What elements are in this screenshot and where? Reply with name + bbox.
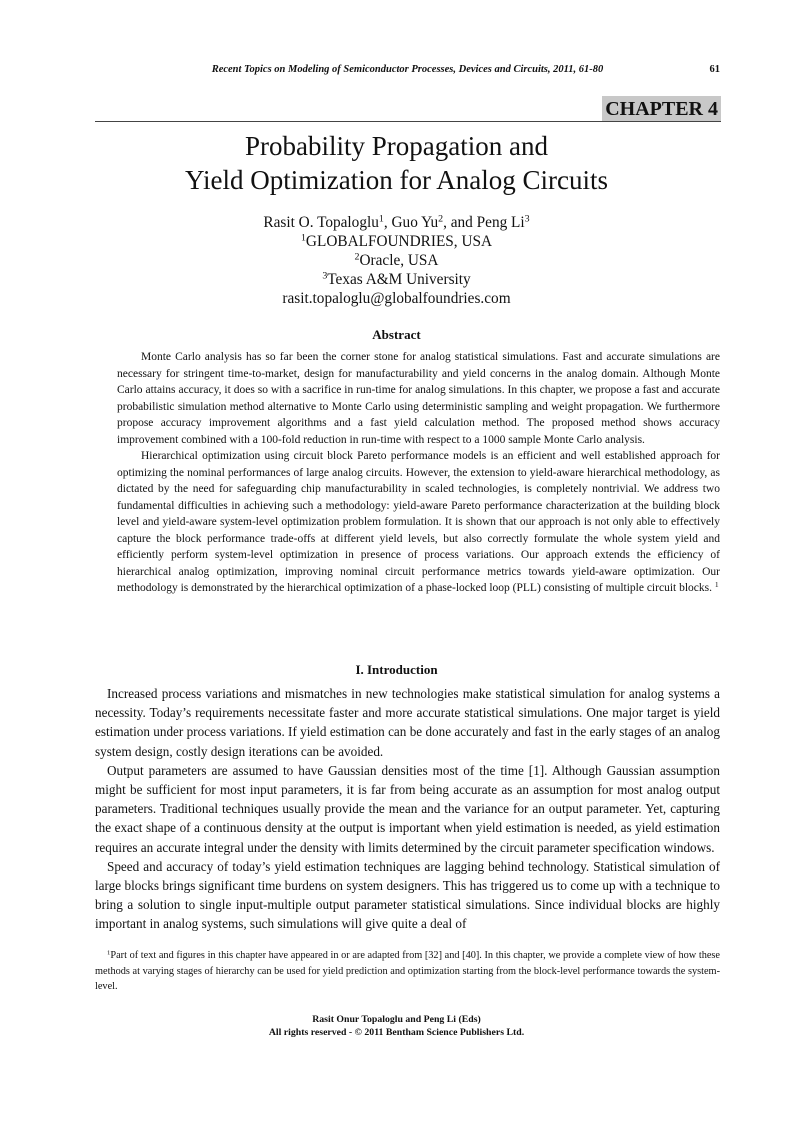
copyright-line: All rights reserved - © 2011 Bentham Science Publishers Ltd.: [268, 1027, 525, 1038]
affiliation: [0, 251, 793, 270]
author-affil-mark: 2: [438, 213, 444, 225]
abstract-paragraph: Monte Carlo analysis has so far been the corner stone for analog statistical simulations. Fast and accurate simulations are necessary for stringent time-to-market, design for manufacturability and yield concerns in the analog domain. Although Monte Carlo attains accuracy, it does so with a sacrifice in run-time for analog simulations. In this chapter, we propose a fast and accurate probabilistic simulation method alternative to Monte Carlo using deterministic sampling and weight propagation. We furthermore propose accuracy improvement algorithms and a fast yield calculation method. The proposed method shows accuracy improvement combined with a 100-fold reduction in run-time with respect to a 1000 sample Monte Carlo analysis.: [117, 351, 720, 446]
affil-text: Texas A&M University: [327, 271, 471, 288]
intro-paragraph: Increased process variations and mismatches in new technologies make statistical simulation for analog systems a necessity. Today’s requirements necessitate faster and more accurate statistical simulations. One major target is yield estimation under process variations. If yield estimation can be done accurately and fast in the early stages of an analog system design, costly design iterations can be avoided.: [95, 686, 720, 759]
footnote-body: Part of text and figures in this chapter have appeared in or are adapted from [32] and [40]. In this chapter, we provide a complete view of how these methods at varying stages of hierarchy can be used for yield prediction and optimization starting from the block-level performance towards the system-level.: [95, 950, 720, 992]
title-line-2: Yield Optimization for Analog Circuits: [185, 165, 608, 195]
editors-line: Rasit Onur Topaloglu and Peng Li (Eds): [312, 1014, 481, 1025]
author-names: [0, 213, 793, 232]
author-name: Peng Li: [476, 214, 525, 231]
affil-mark: 2: [354, 251, 360, 263]
page-footer: [0, 1013, 793, 1039]
intro-paragraph: Speed and accuracy of today’s yield estimation techniques are lagging behind technology. Statistical simulation of large blocks brings significant time burdens on system designers. This has triggered us to come up with a technique to bring a solution to single input-multiple output parameter statistical simulations. Since individual blocks are highly important in analog systems, such simulations will give quite a deal of: [95, 858, 720, 932]
journal-citation: Recent Topics on Modeling of Semiconductor Processes, Devices and Circuits, 2011, 61-80: [211, 64, 604, 75]
author-affil-mark: 1: [378, 213, 384, 225]
footnote-ref[interactable]: 1: [714, 579, 719, 589]
affil-text: GLOBALFOUNDRIES, USA: [305, 233, 493, 250]
footnote-mark: 1: [107, 949, 111, 957]
author-separator: , and: [443, 214, 477, 231]
affil-text: Oracle, USA: [359, 252, 439, 269]
author-name: Rasit O. Topaloglu: [263, 214, 379, 231]
header-rule: [95, 121, 721, 122]
chapter-label: CHAPTER 4: [602, 96, 721, 121]
abstract-body: [117, 349, 720, 597]
footnote: [95, 948, 720, 995]
affil-mark: 3: [322, 270, 328, 282]
abstract-paragraph-text: Hierarchical optimization using circuit block Pareto performance models is an efficient and well established approach for optimizing the nominal performances of large analog circuits. However, the extension to yield-aware hierarchical methodology, as dictated by the need for safeguarding chip manufacturability in scaled technologies, is completely nontrivial. We address two fundamental difficulties in achieving such a methodology: yield-aware Pareto performance characterization at the building block level and yield-aware system-level optimization problem formulation. It is shown that our approach is not only able to effectively capture the block performance trade-offs at different yield levels, but also correctly formulate the whole system yield and efficiently perform system-level optimization in presence of process variations. Our approach extends the efficiency of hierarchical analog optimization, improving nominal circuit performance metrics towards yield-aware optimization. Our methodology is demonstrated by the hierarchical optimization of a phase-locked loop (PLL) consisting of multiple circuit blocks.: [117, 450, 720, 594]
chapter-title: [0, 129, 793, 197]
affil-mark: 1: [300, 232, 306, 244]
section-heading: I. Introduction: [355, 662, 438, 677]
author-name: Guo Yu: [391, 214, 439, 231]
title-line-1: Probability Propagation and: [245, 131, 548, 161]
contact-email[interactable]: rasit.topaloglu@globalfoundries.com: [282, 290, 511, 307]
author-affil-mark: 3: [524, 213, 530, 225]
running-head: [95, 64, 720, 75]
abstract-heading: Abstract: [372, 327, 421, 342]
footnote-text: [95, 948, 720, 995]
affiliation: [0, 270, 793, 289]
introduction-body: [95, 684, 720, 934]
author-block: [0, 213, 793, 308]
abstract-paragraph: [117, 448, 720, 597]
intro-paragraph: Output parameters are assumed to have Gaussian densities most of the time [1]. Although Gaussian assumption might be sufficient for most input parameters, it is far from being accurate as an assumption for most analog output parameters. Traditional techniques usually provide the mean and the variance for an output parameter. Yet, capturing the exact shape of a continuous density at the output is important when yield estimation is needed, as yield estimation requires an accurate integral under the density with limits determined by the circuit parameter specification windows.: [95, 762, 720, 855]
page-number: 61: [709, 64, 720, 75]
author-separator: ,: [383, 214, 392, 231]
affiliation: [0, 232, 793, 251]
